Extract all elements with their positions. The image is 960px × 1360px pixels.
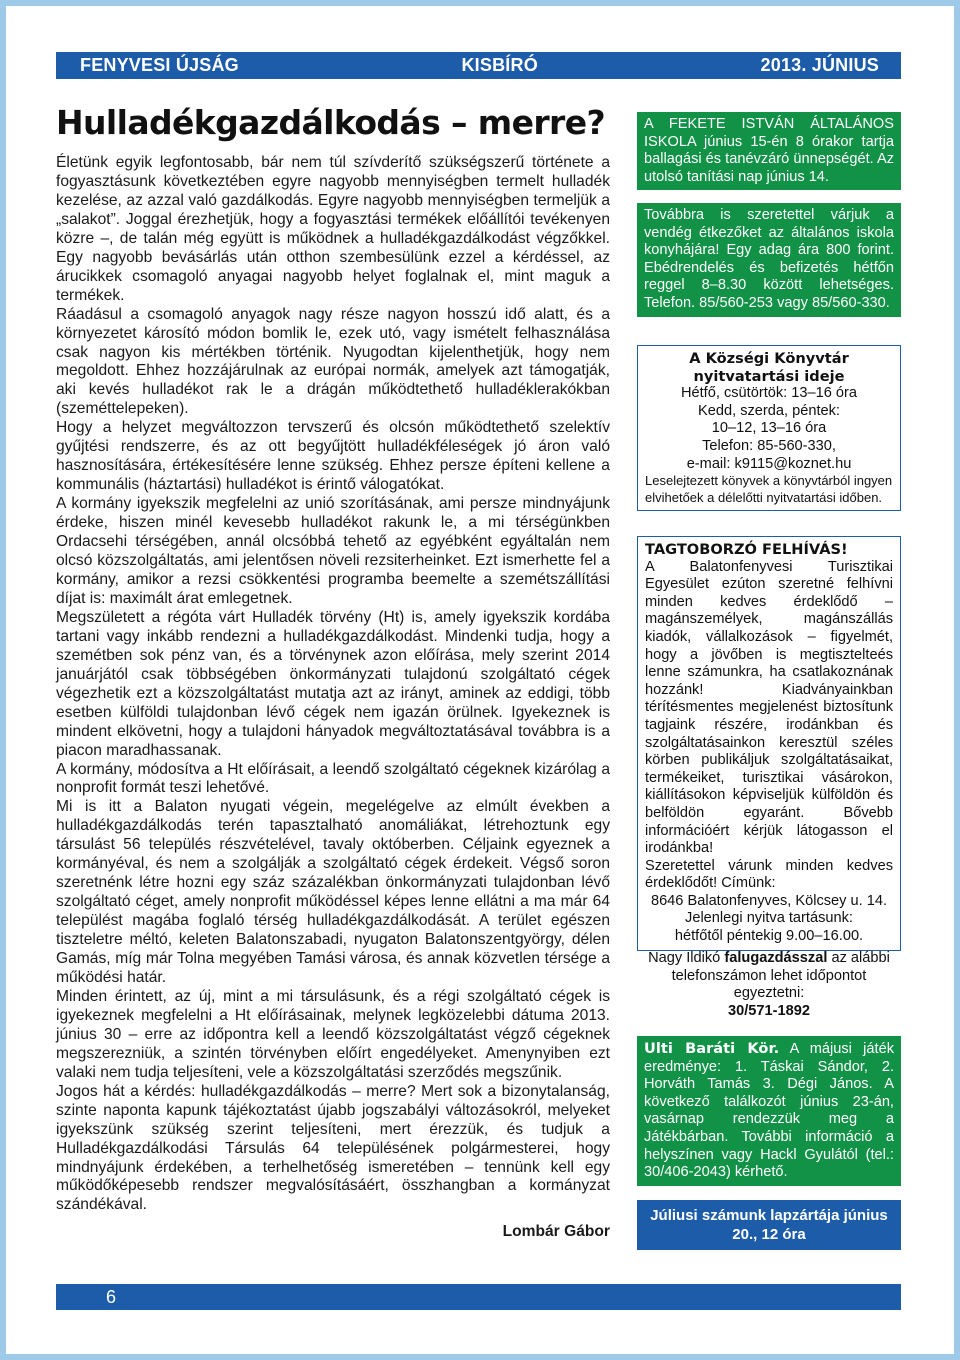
article-paragraph: Minden érintett, az új, mint a mi társulásunk, és a régi szolgáltató cégek is igyekeznek megfelelni a Ht előírásainak, melynek legközelebbi dátuma 2013. június 30 – erre az időpontra kell a leendő közszolgáltatást végző cégeknek megszerezniük, a szintén törvényben előírt engedélyeket. Amenynyiben ezt valaki nem tudja teljesíteni, vele a közszolgáltatási szerződés megszűnik. [56, 987, 610, 1081]
canteen-notice-text: Továbbra is szeretettel várjuk a vendég étkezőket az általános iskola konyhájára! Egy adag ára 800 forint. Ebédrendelés és befizetés hétfőn reggel 8–8.30 között lehetséges. Telefon. 85/560-253 vagy 85/560-330. [644, 207, 894, 311]
recruit-hours: hétfőtől péntekig 9.00–16.00. [674, 928, 864, 945]
deadline-box [637, 1200, 901, 1250]
agri-advisor-role: falugazdásszal [724, 950, 828, 966]
library-phone: Telefon: 85-560-330, [702, 437, 836, 454]
article-title: Hulladékgazdálkodás – merre? [56, 103, 606, 142]
recruit-box [637, 536, 901, 951]
agri-advisor-text: az alábbi telefonszámon lehet időpontot egyeztetni: [671, 950, 890, 1002]
article-paragraph: Megszületett a régóta várt Hulladék törvény (Ht) is, amely igyekszik kordába tartani vagy inkább rendezni a hulladékgazdálkodást. Mindenki tudja, hogy a szemétben sok pénz van, és a törvénynek azon előírása, mely szerint 2014 januárjától csak többségében önkormányzati tulajdonú szolgáltató cégek végezhetik ezt a közszolgáltatást mutatja azt az irányt, aminek az eddigi, több esetben külföldi tulajdonban lévő cégek nem igazán örülnek. Igyekeznek is mindent elkövetni, hogy a tulajdoni hányadok megváltoztatásával továbbra is a piacon maradhassanak. [56, 608, 610, 759]
article-paragraph: Életünk egyik legfontosabb, bár nem túl szívderítő szükségszerű története a fogyasztásunk következtében egyre nagyobb mennyiségben termelt hulladék kezelése, az azzal való gazdálkodás. Egyre nagyobb mennyiségben termeljük a „salakot”. Joggal érezhetjük, hogy a fogyasztási termékek előállítói tevékenyen közre –, de talán még együtt is működnek a hulladékgazdálkodást végzőkkel. Egy nagyobb bevásárlás után otthon szembesülünk ezzel a kérdéssel, az árucikkek csomagoló anyagai nagyobb helyet foglalnak el, mint maguk a termékek. [56, 154, 610, 304]
article-paragraph: Jogos hát a kérdés: hulladékgazdálkodás – merre? Mert sok a bizonytalanság, szinte naponta kapunk tájékoztatást újabb jogszabályi változásokról, melyeket igyekszünk szükség szerint teljesíteni, mert érezzük, és tudjuk a Hulladékgazdálkodási Társulás 64 településének polgármesterei, hogy mindnyájunk érdekében, a terhelhetőség ismeretében – tennünk kell egy működőképesebb rendszer megvalósításáért, összhangban a kormányzat szándékával. [56, 1082, 610, 1214]
footer-bar [56, 1284, 901, 1310]
school-notice-text: A FEKETE ISTVÁN ÁLTALÁNOS ISKOLA június 15-én 8 órakor tartja ballagási és tanévzáró ünnepségét. Az utolsó tanítási nap június 14. [644, 116, 894, 185]
library-hours-line: 10–12, 13–16 óra [711, 420, 827, 437]
agri-advisor-name: Nagy Ildikó [648, 950, 721, 966]
recruit-title: TAGTOBORZÓ FELHÍVÁS! [645, 541, 848, 558]
masthead [56, 52, 901, 79]
article-paragraph: A kormány igyekszik megfelelni az unió szorításának, ami persze mindnyájunk érdeke, hiszen minél kevesebb hulladékot rakunk le, a mi térségünkben Ordacsehi térségében, annál olcsóbbá tehető az egyébként egyáltalán nem olcsó közszolgáltatás, ami jelentősen növeli rezsiterheinket. Ezt ismerhette fel a kormány, amikor a rezsi csökkentési programba beemelte a szemétszállítási díjat is: maximált árat emlegetnek. [56, 495, 610, 607]
library-box [637, 345, 901, 511]
deadline-text: Júliusi számunk lapzártája június 20., 12 óra [650, 1207, 888, 1243]
library-hours-line: Hétfő, csütörtök: 13–16 óra [680, 385, 858, 402]
canteen-notice-box [637, 203, 901, 317]
school-notice-box [637, 112, 901, 190]
agri-advisor-phone: 30/571-1892 [728, 1002, 810, 1019]
recruit-invite: Szeretettel várunk minden kedves érdeklődőt! Címünk: [645, 857, 893, 892]
card-club-box [637, 1036, 901, 1186]
recruit-address: 8646 Balatonfenyves, Kölcsey u. 14. [650, 892, 888, 909]
card-club-text: A májusi játék eredménye: 1. Táskai Sándor, 2. Horváth Tamás 3. Dégi János. A következő találkozót június 23-án, vasárnap rendezzük meg a Játékbárban. További információ a helyszínen vagy Hackl Gyulától (tel.: 30/406-2043) kérhető. [644, 1041, 895, 1181]
masthead-date: 2013. JÚNIUS [760, 55, 879, 75]
agri-advisor-notice [637, 946, 901, 1024]
article-paragraph: Ráadásul a csomagoló anyagok nagy része nagyon hosszú idő alatt, és a környezetet károsító módon bomlik le, ezek utó, vagy ismételt felhasználása csak nagyon kis mértékben történik. Nyugodtan kijelenthetjük, hogy nem megoldott. Ehhez hozzájárulnak az európai normák, amelyek azt támogatják, aki kevés hulladékot rak le a drágán működtethető hulladéklerakókban (szeméttelepeken). [56, 305, 610, 418]
masthead-publication: FENYVESI ÚJSÁG [80, 55, 239, 75]
article-paragraph: Mi is itt a Balaton nyugati végein, megelégelve az elmúlt években a hulladékgazdálkodás terén tapasztalható anomáliákat, létrehoztunk egy társulást 56 település részvételével, tavaly októberben. Céljaink egyeznek a kormányéval, és nem a szolgálják a szolgáltató cégek érdekeit. Végső soron szeretnénk létre hozni egy száz százalékban önkormányzati tulajdonban lévő szolgáltató céget, amely nonprofit működéssel képes lenne ellátni a ma már 64 települést magába foglaló térség hulladékgazdálkodását. A terület egészen tiszteletre méltó, keleten Balatonszabadi, nyugaton Balatonszentgyörgy, délen Gamás, míg már Tolna megyében Tamási városa, és annak közvetlen térsége a működési határ. [56, 798, 610, 986]
page-number: 6 [106, 1286, 117, 1307]
article-author: Lombár Gábor [502, 1223, 610, 1241]
article-paragraph: A kormány, módosítva a Ht előírásait, a leendő szolgáltató cégeknek kizárólag a nonprofit formát teszi lehetővé. [56, 760, 610, 797]
masthead-section: KISBÍRÓ [461, 55, 538, 75]
recruit-body: A Balatonfenyvesi Turisztikai Egyesület ezúton szeretné felhívni minden kedves érdeklődő – magánszemélyek, magánszállás kiadók, vállalkozások – figyelmét, hogy a jövőben is megtisztelteés lenne számunkra, ha csatlakoznának hozzánk! Kiadványainkban térítésmentes megjelenést biztosítunk tagjaink részére, irodánkban és szolgáltatásainkon keresztül széles körben publikáljuk szolgáltatásaikat, termékeiket, turisztikai vásárokon, kiállításokon képviseljük külföldön és belföldön egyaránt. Bővebb információért kérjük látogasson el irodánkba! [645, 558, 893, 857]
article-body [56, 154, 610, 1242]
library-hours-line: Kedd, szerda, péntek: [698, 402, 840, 419]
library-note: Leselejtezett könyvek a könyvtárból ingyen elvihetőek a délelőtti nyitvatartási időben. [645, 473, 893, 505]
recruit-hours-label: Jelenlegi nyitva tartásunk: [685, 910, 853, 927]
article-paragraph: Hogy a helyzet megváltozzon tervszerű és olcsón működtethető szelektív gyűjtési rendszerre, és az ott begyűjtött hulladékféleségek jó áron való hasznosítására, értékesítésére lenne szükség. Ehhez persze építeni kellene a kommunális (háztartási) hulladékot is érintő válogatókat. [56, 419, 610, 494]
library-title: A Községi Könyvtár nyitvatartási ideje [689, 350, 849, 385]
card-club-title: Ulti Baráti Kör. [644, 1040, 780, 1057]
library-email: e-mail: k9115@koznet.hu [686, 455, 852, 472]
